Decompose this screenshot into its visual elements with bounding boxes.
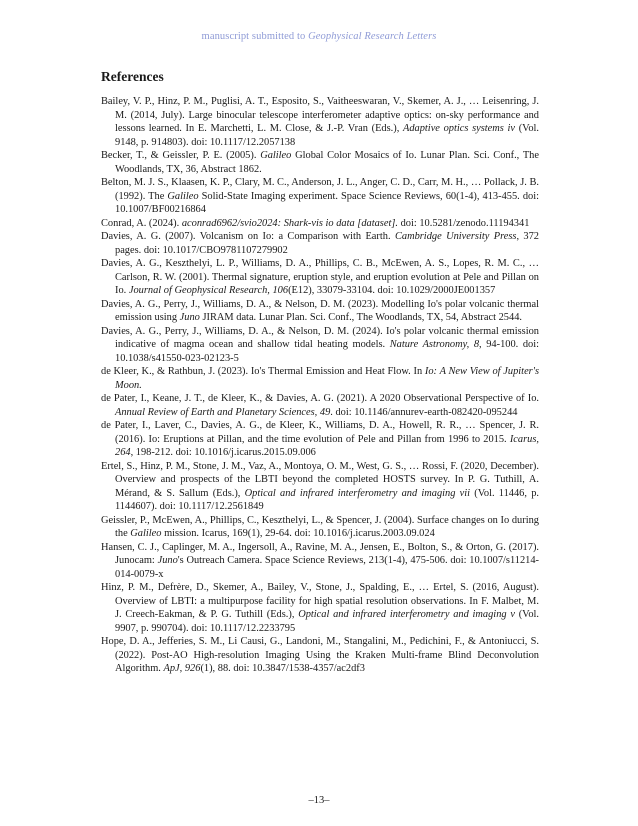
reference-item: Hope, D. A., Jefferies, S. M., Li Causi, G., Landoni, M., Stangalini, M., Pedichini, F., & Antoniucci, S. (2022). Post-AO High-resolution Imaging Using the Kraken Multi-frame Blind Deconvolution Algorithm. ApJ, 926(1), 88. doi: 10.3847/1538-4357/ac2df3 [101,636,539,674]
page-number: –13– [308,795,330,806]
reference-item: Becker, T., & Geissler, P. E. (2005). Galileo Global Color Mosaics of Io. Lunar Plan. Sci. Conf., The Woodlands, TX, 36, Abstract 1862. [101,150,539,175]
running-header [0,31,638,42]
reference-item: Hansen, C. J., Caplinger, M. A., Ingersoll, A., Ravine, M. A., Jensen, E., Bolton, S., & Orton, G. (2017). Junocam: Juno's Outreach Camera. Space Science Reviews, 213(1-4), 475-506. doi: 10.1007/s11214-014-0079-x [101,541,539,580]
reference-item: de Pater, I., Laver, C., Davies, A. G., de Kleer, K., Williams, D. A., Howell, R. R., … Spencer, J. R. (2016). Io: Eruptions at Pillan, and the time evolution of Pele and Pillan from 1996 to 2015. Icarus, 264, 198-212. doi: 10.1016/j.icarus.2015.09.006 [101,420,539,458]
reference-item: Davies, A. G. (2007). Volcanism on Io: a Comparison with Earth. Cambridge University Press, 372 pages. doi: 10.1017/CBO9781107279902 [101,231,539,256]
reference-item: de Kleer, K., & Rathbun, J. (2023). Io's Thermal Emission and Heat Flow. In Io: A New View of Jupiter's Moon. [101,366,539,391]
reference-item: Davies, A. G., Perry, J., Williams, D. A., & Nelson, D. M. (2024). Io's polar volcanic thermal emission indicative of magma ocean and shallow tidal heating models. Nature Astronomy, 8, 94-100. doi: 10.1038/s41550-023-02123-5 [101,325,539,364]
reference-item: Davies, A. G., Perry, J., Williams, D. A., & Nelson, D. M. (2023). Modelling Io's polar volcanic thermal emission using Juno JIRAM data. Lunar Plan. Sci. Conf., The Woodlands, TX, 54, Abstract 2544. [101,298,539,323]
reference-item: Belton, M. J. S., Klaasen, K. P., Clary, M. C., Anderson, J. L., Anger, C. D., Carr, M. H., … Pollack, J. B. (1992). The Galileo Solid-State Imaging experiment. Space Science Reviews, 60(1-4), 413-455. doi: 10.1007/BF00216864 [101,177,539,215]
section-title: References [101,69,164,84]
reference-list [101,95,539,676]
header-journal: Geophysical Research Letters [308,31,437,42]
reference-item: de Pater, I., Keane, J. T., de Kleer, K., & Davies, A. G. (2021). A 2020 Observational Perspective of Io. Annual Review of Earth and Planetary Sciences, 49. doi: 10.1146/annurev-earth-082420-095244 [101,393,539,418]
reference-item: Geissler, P., McEwen, A., Phillips, C., Keszthelyi, L., & Spencer, J. (2004). Surface changes on Io during the Galileo mission. Icarus, 169(1), 29-64. doi: 10.1016/j.icarus.2003.09.024 [101,514,539,539]
reference-item: Bailey, V. P., Hinz, P. M., Puglisi, A. T., Esposito, S., Vaitheeswaran, V., Skemer, A. J., … Leisenring, J. M. (2014, July). Large binocular telescope interferometer adaptive optics: on-sky performance and lessons learned. In E. Marchetti, L. M. Close, & J.-P. Vran (Eds.), Adaptive optics systems iv (Vol. 9148, p. 914803). doi: 10.1117/12.2057138 [101,96,539,148]
reference-item: Davies, A. G., Keszthelyi, L. P., Williams, D. A., Phillips, C. B., McEwen, A. S., Lopes, R. M. C., … Carlson, R. W. (2001). Thermal signature, eruption style, and eruption evolution at Pele and Pillan on Io. Journal of Geophysical Research, 106(E12), 33079-33104. doi: 10.1029/2000JE001357 [101,258,539,296]
reference-item: Conrad, A. (2024). aconrad6962/svio2024: Shark-vis io data [dataset]. doi: 10.5281/zenodo.11194341 [101,217,530,229]
reference-item: Hinz, P. M., Defrère, D., Skemer, A., Bailey, V., Stone, J., Spalding, E., … Ertel, S. (2016, August). Overview of LBTI: a multipurpose facility for high spatial resolution observations. In F. Malbet, M. J. Creech-Eakman, & P. G. Tuthill (Eds.), Optical and infrared interferometry and imaging v (Vol. 9907, p. 990704). doi: 10.1117/12.2233795 [101,582,539,634]
reference-item: Ertel, S., Hinz, P. M., Stone, J. M., Vaz, A., Montoya, O. M., West, G. S., … Rossi, F. (2020, December). Overview and prospects of the LBTI beyond the completed HOSTS survey. In P. G. Tuthill, A. Mérand, & S. Sallum (Eds.), Optical and infrared interferometry and imaging vii (Vol. 11446, p. 1144607). doi: 10.1117/12.2561849 [101,460,539,512]
header-prefix: manuscript submitted to [201,31,309,42]
